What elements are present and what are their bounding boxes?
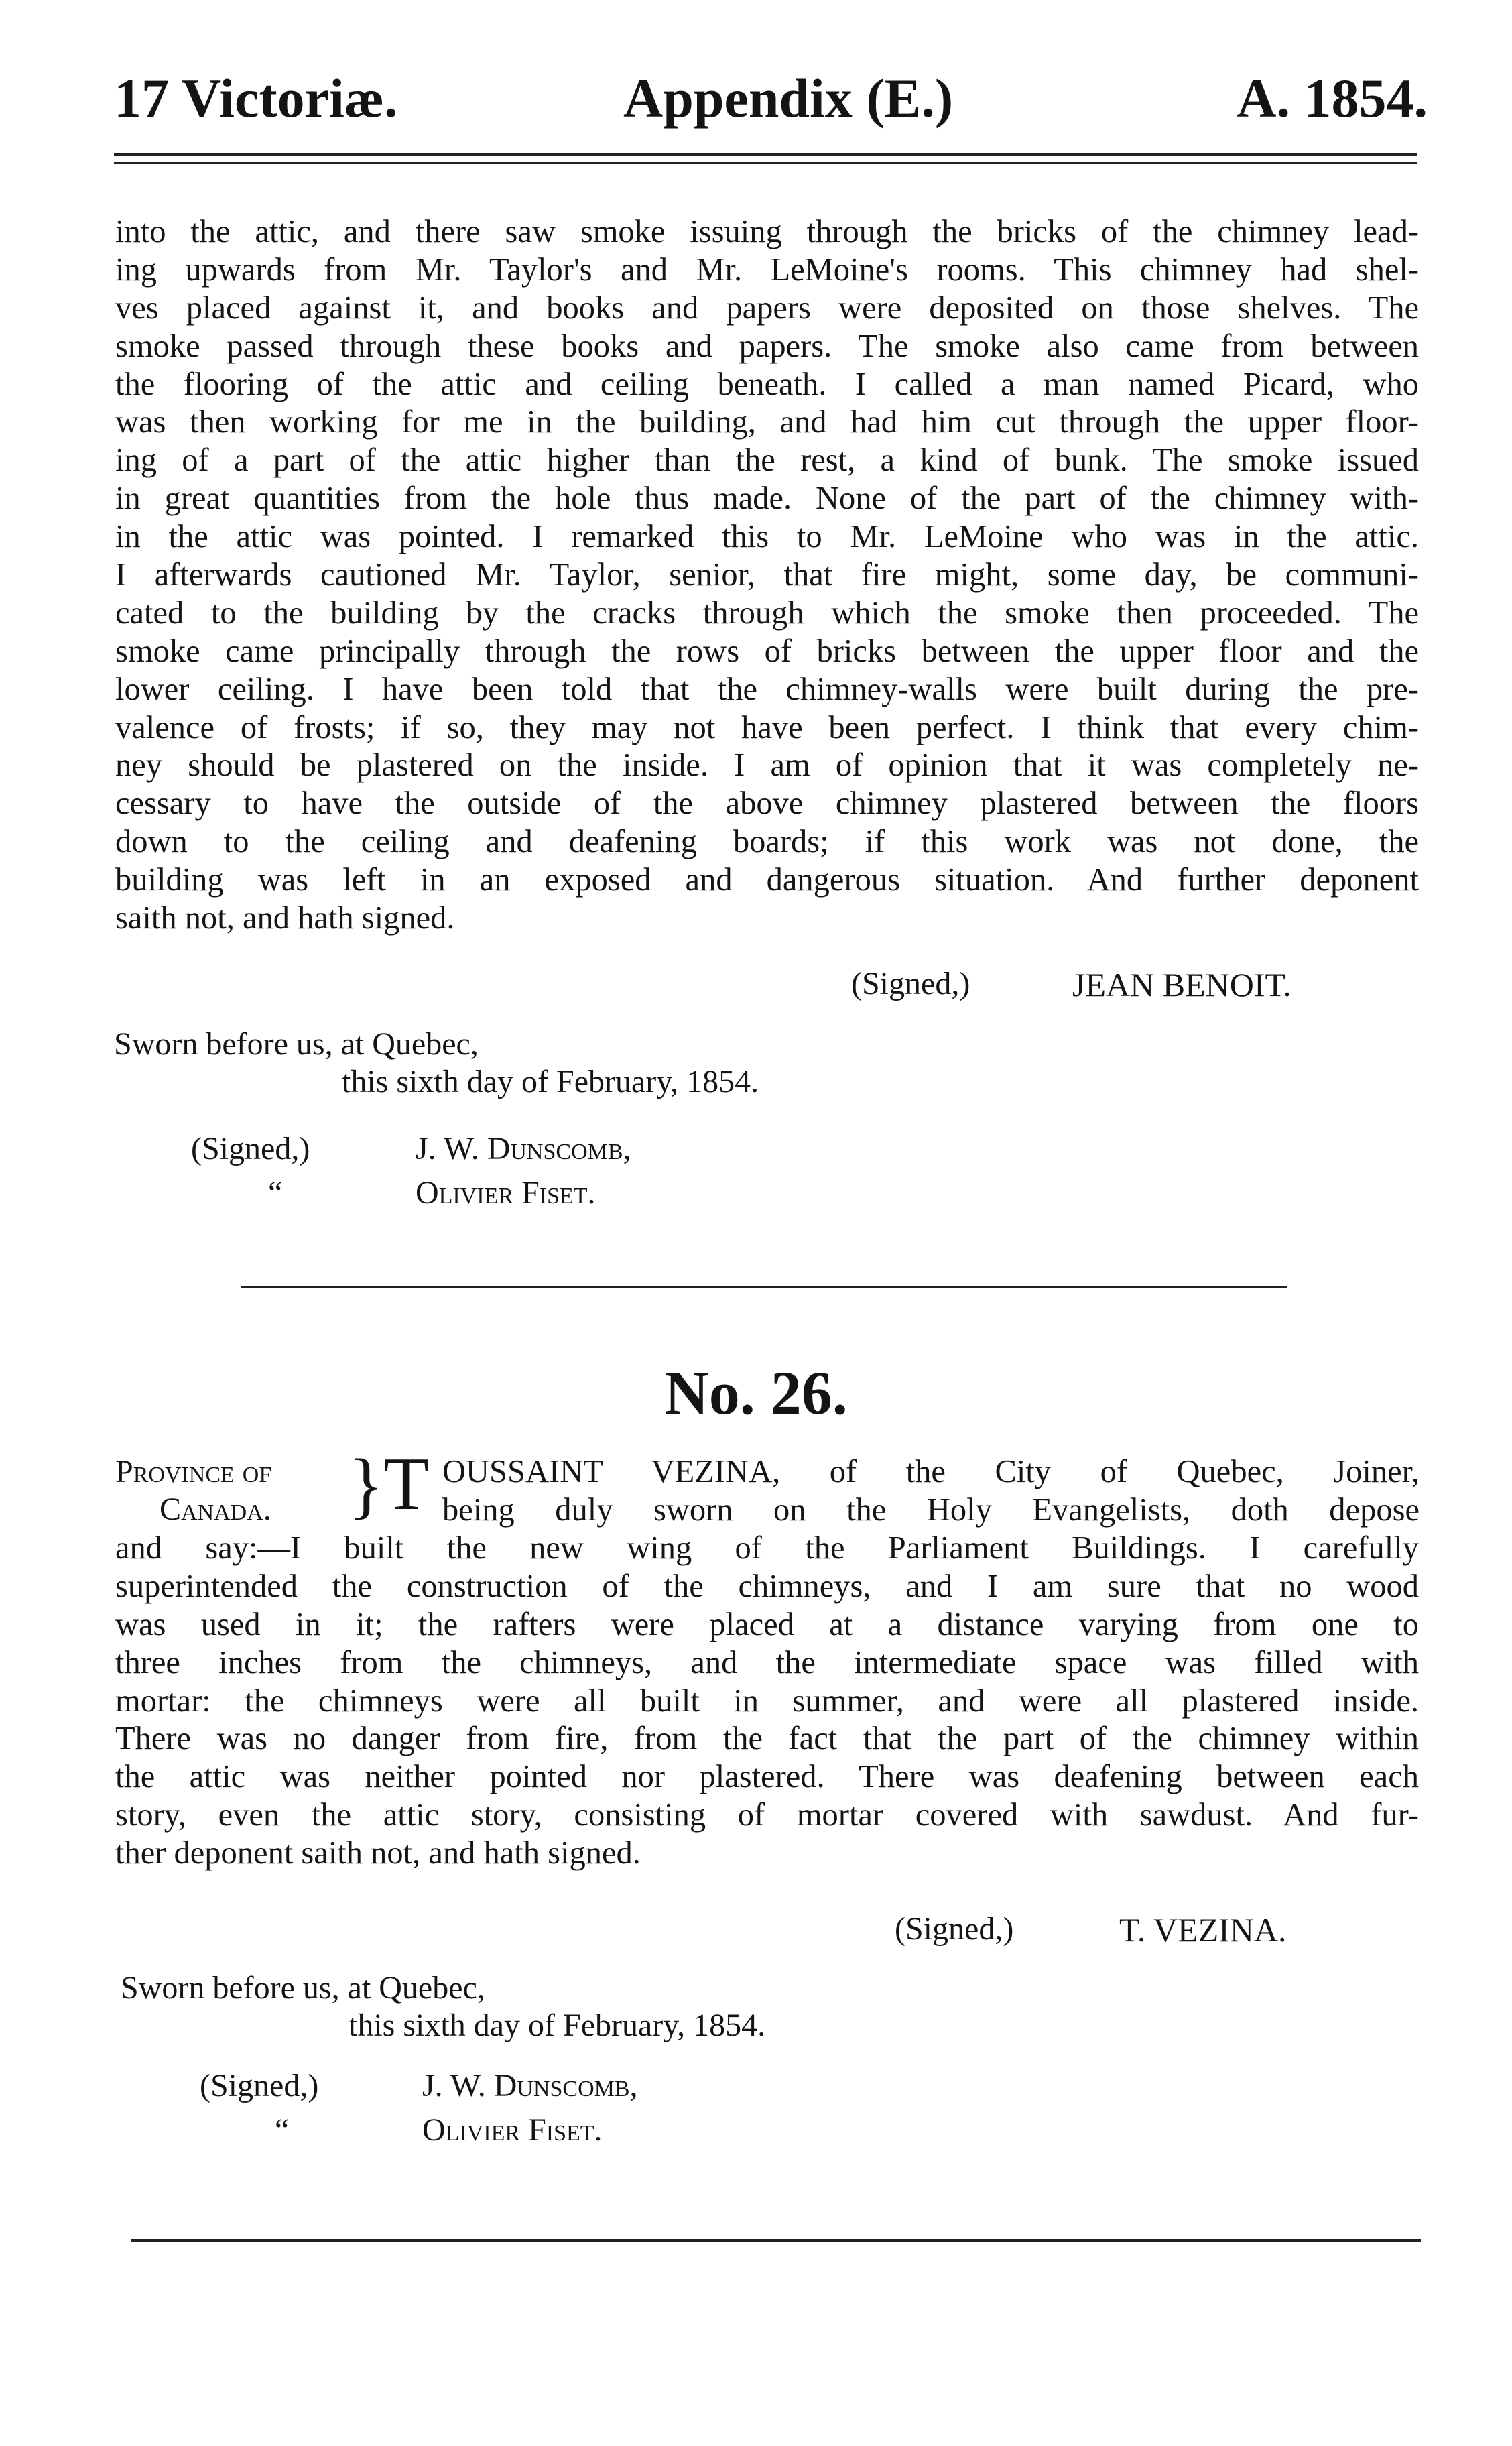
deposition-1-body	[115, 213, 1419, 938]
deposition-2-signed-label: (Signed,)	[895, 1911, 1014, 1947]
page-header	[114, 67, 1428, 141]
deposition-1-line: ing upwards from Mr. Taylor's and Mr. LeMoine's rooms. This chimney had shel-	[115, 251, 1419, 288]
deposition-1-line: ney should be plastered on the inside. I am of opinion that it was completely ne-	[115, 747, 1419, 784]
deposition-2-number: No. 26.	[664, 1359, 848, 1427]
deposition-2-line: and say:—I built the new wing of the Parliament Buildings. I carefully	[115, 1530, 1419, 1566]
deposition-2-body	[115, 1530, 1419, 1873]
deposition-1-line: smoke passed through these books and papers. The smoke also came from between	[115, 328, 1419, 364]
deposition-2-line-2: being duly sworn on the Holy Evangelists, doth depose	[442, 1491, 1420, 1528]
deposition-1-line: smoke came principally through the rows of bricks between the upper floor and the	[115, 633, 1419, 669]
deposition-1-signed-label: (Signed,)	[851, 966, 970, 1001]
deposition-1-line: building was left in an exposed and dangerous situation. And further deponent	[115, 862, 1419, 898]
deposition-1-witness-signed-label: (Signed,)	[191, 1131, 310, 1166]
header-session: 17 Victoriæ.	[114, 68, 398, 129]
deposition-1-ditto-mark: “	[268, 1175, 283, 1211]
deposition-1-line: the flooring of the attic and ceiling beneath. I called a man named Picard, who	[115, 366, 1419, 402]
deposition-1-line: cessary to have the outside of the above chimney plastered between the floors	[115, 786, 1419, 822]
deposition-1-witness-1: J. W. Dunscomb,	[416, 1131, 631, 1166]
deposition-1-signer: JEAN BENOIT.	[1072, 966, 1292, 1003]
deposition-2-line: There was no danger from fire, from the fact that the part of the chimney within	[115, 1721, 1419, 1757]
deposition-2-witness-2: Olivier Fiset.	[422, 2112, 603, 2148]
header-year: A. 1854.	[1237, 68, 1428, 129]
drop-cap-letter: T	[383, 1443, 430, 1526]
deposition-2-signer: T. VEZINA.	[1119, 1911, 1287, 1949]
footer-rule	[131, 2239, 1421, 2242]
deposition-1-line: in great quantities from the hole thus made. None of the part of the chimney with-	[115, 481, 1419, 517]
header-rule-thick	[114, 153, 1418, 156]
deposition-1-line: was then working for me in the building, and had him cut through the upper floor-	[115, 404, 1419, 440]
deposition-2-line: mortar: the chimneys were all built in summer, and were all plastered inside.	[115, 1683, 1419, 1719]
deposition-1-line: valence of frosts; if so, they may not have been perfect. I think that every chim-	[115, 709, 1419, 745]
deposition-2-ditto-mark: “	[275, 2112, 290, 2148]
province-label: Province of	[115, 1454, 272, 1489]
deposition-1-sworn-line-2: this sixth day of February, 1854.	[342, 1064, 759, 1099]
deposition-1-line: into the attic, and there saw smoke issuing through the bricks of the chimney lead-	[115, 214, 1419, 249]
deposition-1-line: lower ceiling. I have been told that the chimney-walls were built during the pre-	[115, 671, 1419, 707]
deposition-1-line: I afterwards cautioned Mr. Taylor, senior, that fire might, some day, be communi-	[115, 557, 1419, 593]
deposition-1-line: ing of a part of the attic higher than the rest, a kind of bunk. The smoke issued	[115, 442, 1419, 479]
section-divider	[241, 1286, 1287, 1288]
deposition-2-line: was used in it; the rafters were placed at a distance varying from one to	[115, 1606, 1419, 1642]
deposition-2-line: story, even the attic story, consisting of mortar covered with sawdust. And fur-	[115, 1797, 1419, 1833]
deposition-2-line: ther deponent saith not, and hath signed.	[115, 1835, 641, 1872]
deposition-1-line: saith not, and hath signed.	[115, 900, 455, 936]
deposition-1-line: in the attic was pointed. I remarked this to Mr. LeMoine who was in the attic.	[115, 519, 1419, 555]
deposition-2-opening	[442, 1453, 1420, 1530]
deposition-2-sworn-line-2: this sixth day of February, 1854.	[349, 2008, 766, 2043]
deposition-2-sworn-line-1: Sworn before us, at Quebec,	[121, 1970, 485, 2006]
deposition-1-line: ves placed against it, and books and papers were deposited on those shelves. The	[115, 290, 1419, 326]
deposition-1-sworn-line-1: Sworn before us, at Quebec,	[114, 1026, 479, 1062]
deposition-2-line: three inches from the chimneys, and the intermediate space was filled with	[115, 1644, 1419, 1680]
header-appendix: Appendix (E.)	[623, 68, 954, 129]
deposition-1-line: cated to the building by the cracks through which the smoke then proceeded. The	[115, 595, 1419, 631]
deposition-2-witness-1: J. W. Dunscomb,	[422, 2068, 638, 2103]
deposition-2-line: the attic was neither pointed nor plastered. There was deafening between each	[115, 1759, 1419, 1795]
deposition-1-line: down to the ceiling and deafening boards; if this work was not done, the	[115, 824, 1419, 860]
province-brace: }	[349, 1444, 384, 1526]
deposition-1-witness-2: Olivier Fiset.	[416, 1175, 596, 1211]
deposition-2-witness-signed-label: (Signed,)	[200, 2068, 319, 2103]
deposition-2-line-1: OUSSAINT VEZINA, of the City of Quebec, Joiner,	[442, 1454, 1420, 1489]
header-rule-thin	[114, 162, 1418, 164]
canada-label: Canada.	[160, 1491, 271, 1527]
deposition-2-line: superintended the construction of the chimneys, and I am sure that no wood	[115, 1568, 1419, 1604]
